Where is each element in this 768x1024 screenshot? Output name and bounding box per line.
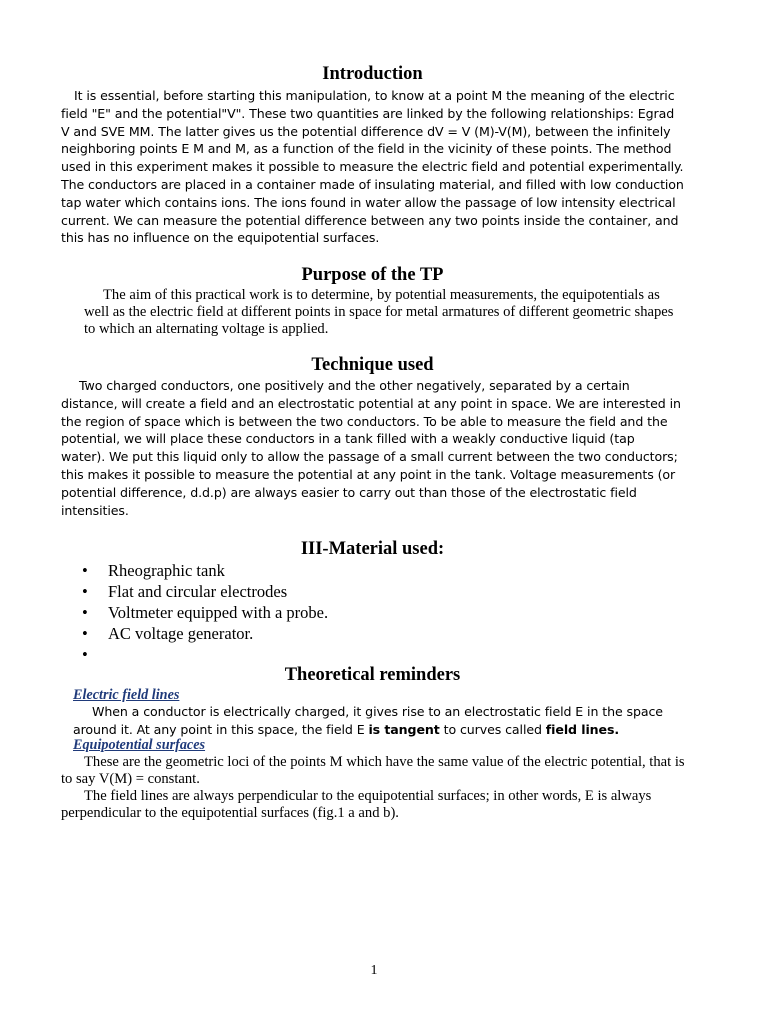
- field-lines-subheading: Electric field lines: [73, 687, 180, 703]
- bullet-icon: •: [82, 624, 88, 643]
- material-item-label: Flat and circular electrodes: [108, 582, 288, 601]
- field-lines-text-1: When a conductor is electrically charged, it gives rise to an electrostatic field E in the space around it. At any point in this space, the field E: [73, 704, 663, 737]
- purpose-paragraph: The aim of this practical work is to determine, by potential measurements, the equipotentials as well as the electric field at different points in space for metal armatures of different geometric shapes to which an alternating voltage is applied.: [84, 287, 674, 337]
- field-lines-paragraph: [73, 703, 675, 739]
- equipotential-paragraph-1: These are the geometric loci of the points M which have the same value of the electric potential, that is to say V(M) = constant.: [61, 754, 685, 787]
- material-item-ac-generator: [82, 623, 328, 644]
- materials-list: [82, 560, 328, 665]
- technique-paragraph: Two charged conductors, one positively and the other negatively, separated by a certain distance, will create a field and an electrostatic potential at any point in space. We are interested in the region of space which is between the two conductors. To be able to measure the field and the potential, we will place these conductors in a tank filled with a weakly conductive liquid (tap water). We put this liquid only to allow the passage of a small current between the two conductors; this makes it possible to measure the potential at any point in the tank. Voltage measurements (or potential difference, d.d.p) are always easier to carry out than those of the electrostatic field intensities.: [61, 378, 681, 518]
- bullet-icon: •: [82, 561, 88, 580]
- material-item-electrodes: [82, 581, 328, 602]
- technique-heading: Technique used: [311, 355, 434, 375]
- purpose-heading: Purpose of the TP: [301, 265, 444, 285]
- theory-heading: Theoretical reminders: [284, 665, 461, 685]
- page-number: 1: [370, 963, 378, 978]
- materials-heading: III-Material used:: [300, 539, 445, 559]
- introduction-heading: Introduction: [322, 64, 423, 84]
- material-item-voltmeter: [82, 602, 328, 623]
- bullet-icon: •: [82, 603, 88, 622]
- bullet-icon: •: [82, 645, 88, 664]
- bullet-icon: •: [82, 582, 88, 601]
- field-lines-emphasis: field lines.: [545, 721, 620, 737]
- material-item-label: Voltmeter equipped with a probe.: [108, 603, 329, 622]
- tangent-emphasis: is tangent: [368, 721, 440, 737]
- material-item-label: Rheographic tank: [108, 561, 225, 580]
- equipotential-subheading: Equipotential surfaces: [73, 737, 206, 753]
- introduction-paragraph: It is essential, before starting this manipulation, to know at a point M the meaning of the electric field "E" and the potential"V". These two quantities are linked by the following relationships: Egrad V and SVE MM. The latter gives us the potential difference dV = V (M)-V(M), between the infinitely neighboring points E M and M, as a function of the field in the vicinity of these points. The method used in this experiment makes it possible to measure the electric field and potential experimentally. The conductors are placed in a container made of insulating material, and filled with low conduction tap water which contains ions. The ions found in water allow the passage of low intensity electrical current. We can measure the potential difference between any two points inside the container, and this has no influence on the equipotential surfaces.: [61, 88, 684, 246]
- material-item-label: AC voltage generator.: [108, 624, 254, 643]
- equipotential-paragraph-2: The field lines are always perpendicular to the equipotential surfaces; in other words, E is always perpendicular to the equipotential surfaces (fig.1 a and b).: [61, 788, 652, 821]
- material-item-rheographic-tank: [82, 560, 328, 581]
- material-item-empty: [82, 644, 328, 665]
- field-lines-text-2: to curves called: [439, 721, 546, 737]
